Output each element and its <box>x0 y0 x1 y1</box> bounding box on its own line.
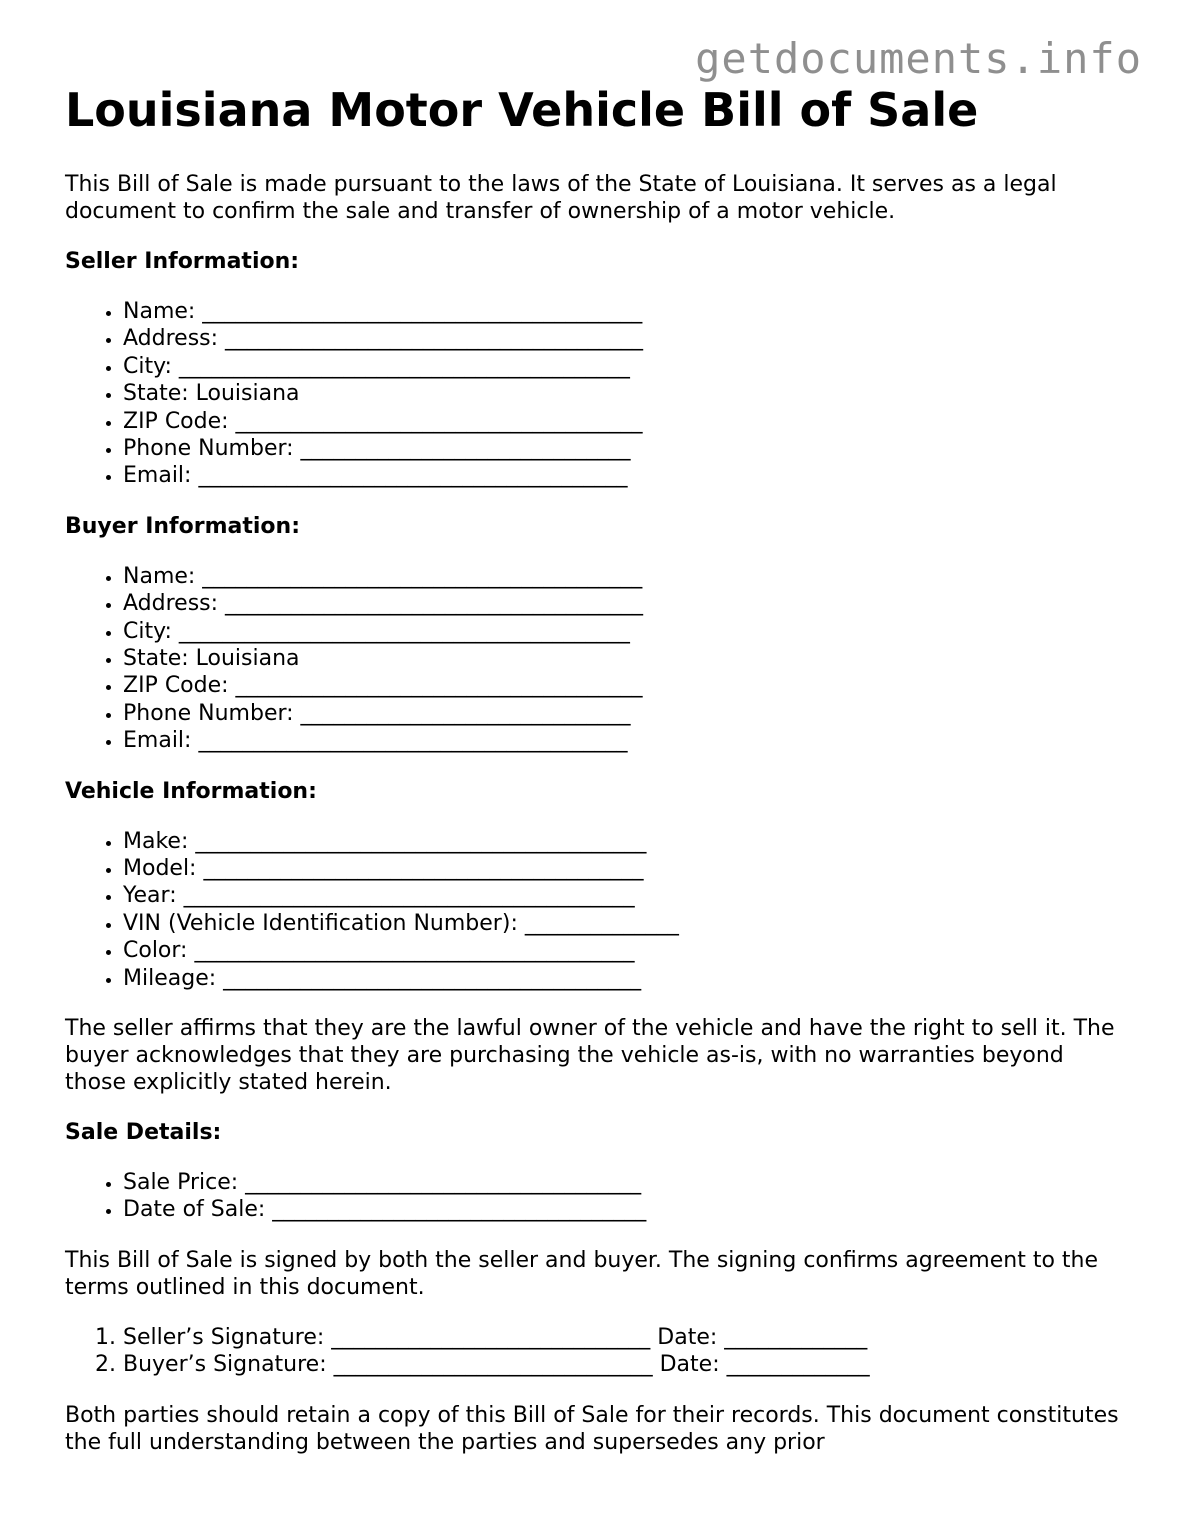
vehicle-model-field: • Model: ________________________________________ <box>123 855 1125 882</box>
vehicle-list <box>65 828 1125 992</box>
buyer-phone-field: • Phone Number: ______________________________ <box>123 700 1125 727</box>
buyer-city-field: • City: _________________________________________ <box>123 618 1125 645</box>
vehicle-heading: Vehicle Information: <box>65 778 317 804</box>
seller-signature-line: 1. Seller’s Signature: _____________________________ Date: _____________ <box>123 1324 1125 1351</box>
signature-list <box>65 1324 1125 1379</box>
seller-zip-field: • ZIP Code: _____________________________________ <box>123 408 1125 435</box>
vehicle-color-field: • Color: ________________________________________ <box>123 937 1125 964</box>
sale-date-field: • Date of Sale: __________________________________ <box>123 1196 1125 1223</box>
seller-heading: Seller Information: <box>65 248 300 274</box>
buyer-heading: Buyer Information: <box>65 513 300 539</box>
sale-list <box>65 1169 1125 1224</box>
vehicle-mileage-field: • Mileage: ______________________________________ <box>123 965 1125 992</box>
document-title: Louisiana Motor Vehicle Bill of Sale <box>65 83 979 137</box>
seller-address-field: • Address: ______________________________________ <box>123 325 1125 352</box>
vehicle-vin-field: • VIN (Vehicle Identification Number): ______________ <box>123 910 1125 937</box>
seller-phone-field: • Phone Number: ______________________________ <box>123 435 1125 462</box>
buyer-email-field: • Email: _______________________________________ <box>123 727 1125 754</box>
buyer-zip-field: • ZIP Code: _____________________________________ <box>123 672 1125 699</box>
seller-list <box>65 298 1125 490</box>
intro-paragraph: This Bill of Sale is made pursuant to the laws of the State of Louisiana. It serves as a legal document to confirm the sale and transfer of ownership of a motor vehicle. <box>65 171 1057 224</box>
watermark: getdocuments.info <box>695 34 1142 83</box>
buyer-list <box>65 563 1125 755</box>
signing-paragraph: This Bill of Sale is signed by both the seller and buyer. The signing confirms agreement to the terms outlined in this document. <box>65 1247 1099 1300</box>
buyer-state-field: • State: Louisiana <box>123 645 1125 672</box>
affirmation-paragraph: The seller affirms that they are the lawful owner of the vehicle and have the right to sell it. The buyer acknowledges that they are purchasing the vehicle as-is, with no warranties beyond those explicitly stated herein. <box>65 1016 1115 1096</box>
buyer-name-field: • Name: ________________________________________ <box>123 563 1125 590</box>
seller-state-field: • State: Louisiana <box>123 380 1125 407</box>
buyer-signature-line: 2. Buyer’s Signature: _____________________________ Date: _____________ <box>123 1351 1125 1378</box>
sale-price-field: • Sale Price: ____________________________________ <box>123 1169 1125 1196</box>
seller-city-field: • City: _________________________________________ <box>123 353 1125 380</box>
closing-paragraph: Both parties should retain a copy of this Bill of Sale for their records. This document constitutes the full understanding between the parties and supersedes any prior <box>65 1402 1119 1455</box>
vehicle-make-field: • Make: _________________________________________ <box>123 828 1125 855</box>
vehicle-year-field: • Year: _________________________________________ <box>123 882 1125 909</box>
seller-name-field: • Name: ________________________________________ <box>123 298 1125 325</box>
document-page <box>65 84 1125 1479</box>
buyer-address-field: • Address: ______________________________________ <box>123 590 1125 617</box>
seller-email-field: • Email: _______________________________________ <box>123 462 1125 489</box>
sale-heading: Sale Details: <box>65 1120 222 1146</box>
